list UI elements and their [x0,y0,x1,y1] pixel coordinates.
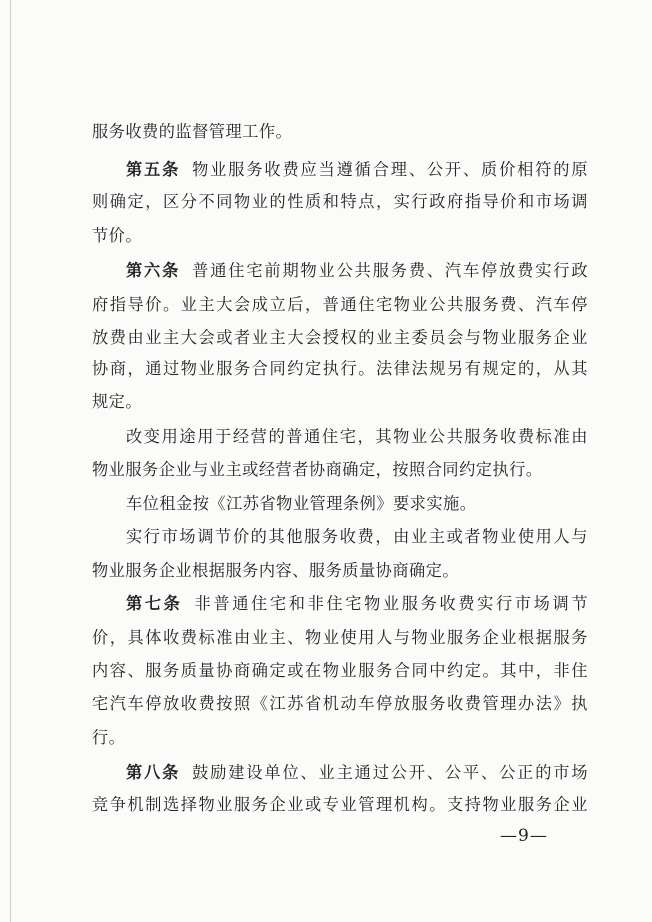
article-number: 第六条 [126,261,181,280]
article-8-heading-line: 第八条 鼓励建设单位、业主通过公开、公平、公正的市场 [126,763,589,782]
text-line: 行。 [92,728,126,747]
text-line: 节价。 [92,226,143,245]
article-5-heading-line: 第五条 物业服务收费应当遵循合理、公开、质价相符的原 [126,160,589,179]
text-line: 府指导价。业主大会成立后，普通住宅物业公共服务费、汽车停 [92,295,588,314]
text-line: 竞争机制选择物业服务企业或专业管理机构。支持物业服务企业 [92,795,588,814]
text-line: 物业服务企业根据服务内容、服务质量协商确定。 [92,561,460,580]
article-number: 第八条 [126,763,181,782]
article-7-heading-line: 第七条 非普通住宅和非住宅物业服务收费实行市场调节 [126,594,589,613]
text-line: 内容、服务质量协商确定或在物业服务合同中约定。其中，非住 [92,661,588,680]
text-line: 实行市场调节价的其他服务收费，由业主或者物业使用人与 [126,527,588,546]
text-line: 宅汽车停放收费按照《江苏省机动车停放服务收费管理办法》执 [92,694,588,713]
text-line: 协商，通过物业服务合同约定执行。法律法规另有规定的，从其 [92,359,588,378]
article-6-heading-line: 第六条 普通住宅前期物业公共服务费、汽车停放费实行政 [126,261,589,280]
text-line: 价，具体收费标准由业主、物业使用人与物业服务企业根据服务 [92,628,588,647]
text-line: 车位租金按《江苏省物业管理条例》要求实施。 [126,494,477,513]
page-number: —9— [500,826,548,846]
article-number: 第五条 [126,160,181,179]
text-line: 则确定，区分不同物业的性质和特点，实行政府指导价和市场调 [92,192,588,211]
text-line: 服务收费的监督管理工作。 [92,122,293,141]
text-line: 改变用途用于经营的普通住宅，其物业公共服务收费标准由 [126,427,588,446]
text-line: 规定。 [92,392,143,411]
article-number: 第七条 [126,594,183,613]
text-line: 放费由业主大会或者业主大会授权的业主委员会与物业服务企业 [92,328,588,347]
text-line: 物业服务企业与业主或经营者协商确定，按照合同约定执行。 [92,460,543,479]
